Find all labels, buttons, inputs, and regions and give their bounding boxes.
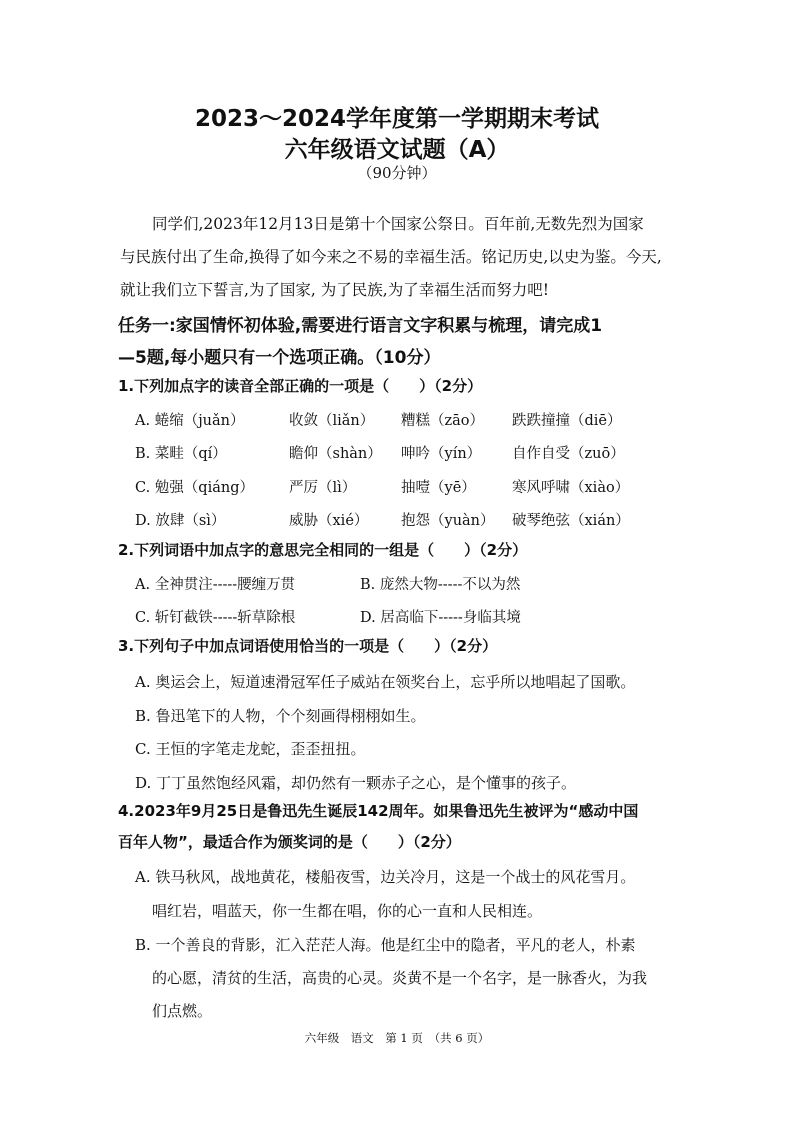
exam-title: 2023～2024学年度第一学期期末考试: [194, 106, 600, 132]
q4-option-a: A. 铁马秋风，战地黄花，楼船夜雪，边关冷月，这是一个战士的风花雪月。: [135, 868, 636, 886]
q1-option-cell: A. 蜷缩（juǎn）: [135, 413, 245, 429]
question-1-stem: 1.下列加点字的读音全部正确的一项是（ ）（2分）: [118, 377, 483, 395]
q1-option-cell: C. 勉强（qiáng）: [135, 480, 254, 496]
intro-line: 同学们,2023年12月13日是第十个国家公祭日。百年前,无数先烈为国家: [152, 215, 644, 233]
q1-option-cell: 呻吟（yín）: [401, 446, 482, 462]
question-4-stem: 4.2023年9月25日是鲁迅先生诞辰142周年。如果鲁迅先生被评为“感动中国: [118, 802, 639, 820]
q1-option-cell: 抱怨（yuàn）: [401, 513, 495, 529]
q4-option-a: 唱红岩，唱蓝天，你一生都在唱，你的心一直和人民相连。: [152, 902, 543, 920]
q1-option-cell: 自作自受（zuō）: [512, 446, 625, 462]
q1-option-cell: 收敛（liǎn）: [289, 413, 375, 429]
question-3-stem: 3.下列句子中加点词语使用恰当的一项是（ ）（2分）: [118, 637, 498, 655]
q1-option-cell: 寒风呼啸（xiào）: [512, 480, 630, 496]
q2-option: D. 居高临下-----身临其境: [360, 610, 521, 626]
q1-option-cell: B. 菜畦（qí）: [135, 446, 227, 462]
q1-option-cell: 破琴绝弦（xián）: [512, 513, 630, 529]
question-4-stem: 百年人物”，最适合作为颁奖词的是（ ）（2分）: [118, 833, 461, 851]
q1-option-cell: 威胁（xié）: [289, 513, 369, 529]
exam-subtitle: 六年级语文试题（A）: [284, 137, 510, 163]
q1-option-cell: 瞻仰（shàn）: [289, 446, 382, 462]
intro-line: 与民族付出了生命,换得了如今来之不易的幸福生活。铭记历史,以史为鉴。今天,: [120, 248, 662, 266]
q4-option-b: 的心愿，清贫的生活，高贵的心灵。炎黄不是一个名字，是一脉香火，为我: [152, 969, 648, 987]
q2-option: C. 斩钉截铁-----斩草除根: [135, 610, 296, 626]
q3-option: C. 王恒的字笔走龙蛇，歪歪扭扭。: [135, 740, 366, 758]
intro-line: 就让我们立下誓言,为了国家, 为了民族,为了幸福生活而努力吧!: [120, 281, 549, 299]
q1-option-cell: 糟糕（zāo）: [401, 413, 485, 429]
q1-option-cell: 抽噎（yē）: [401, 480, 476, 496]
q3-option: B. 鲁迅笔下的人物，个个刻画得栩栩如生。: [135, 707, 426, 725]
task-heading: 任务一:家国情怀初体验,需要进行语言文字积累与梳理，请完成1: [118, 316, 603, 336]
task-heading: —5题,每小题只有一个选项正确。（10分）: [118, 348, 441, 368]
q4-option-b: 们点燃。: [152, 1002, 213, 1020]
q3-option: D. 丁丁虽然饱经风霜，却仍然有一颗赤子之心，是个懂事的孩子。: [135, 774, 577, 792]
q2-option: B. 庞然大物-----不以为然: [360, 577, 521, 593]
q3-option: A. 奥运会上，短道速滑冠军任子威站在领奖台上，忘乎所以地唱起了国歌。: [135, 673, 636, 691]
q4-option-b: B. 一个善良的背影，汇入茫茫人海。他是红尘中的隐者，平凡的老人，朴素: [135, 936, 636, 954]
question-2-stem: 2.下列词语中加点字的意思完全相同的一组是（ ）（2分）: [118, 541, 528, 559]
q1-option-cell: 严厉（lì）: [289, 480, 357, 496]
q1-option-cell: D. 放肆（sì）: [135, 513, 226, 529]
q1-option-cell: 跌跌撞撞（diē）: [512, 413, 622, 429]
q2-option: A. 全神贯注-----腰缠万贯: [135, 577, 296, 593]
page-footer: 六年级 语文 第 1 页 （共 6 页）: [304, 1031, 490, 1045]
exam-duration: （90分钟）: [357, 164, 437, 182]
